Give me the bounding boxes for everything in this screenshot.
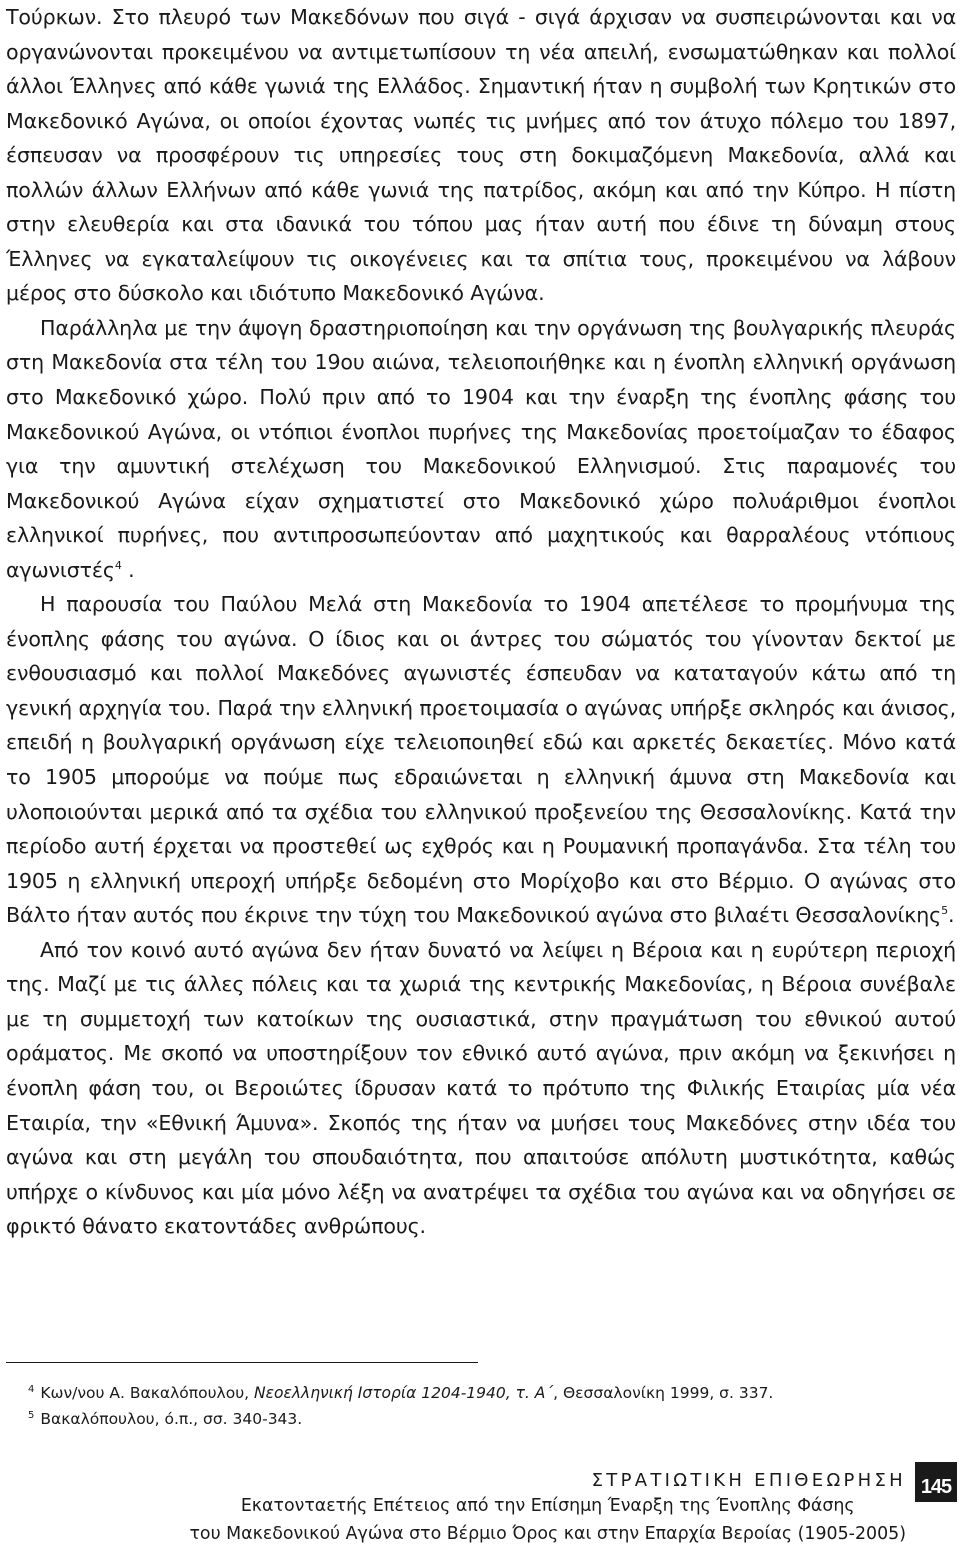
footnote-ref-5[interactable]: 5 bbox=[941, 904, 948, 918]
paragraph-3 bbox=[6, 587, 956, 932]
footnote-number: 4 bbox=[28, 1384, 35, 1395]
page-number: 145 bbox=[915, 1462, 957, 1502]
paragraph-4-text: Από τον κοινό αυτό αγώνα δεν ήταν δυνατό να λείψει η Βέροια και η ευρύτερη περιοχή της. Μαζί με τις άλλες πόλεις και τα χωριά της κεντρικής Μακεδονίας, η Βέροια συνέβαλε με τη συμμετοχή των κατοίκων της ουσιαστικά, στην πραγμάτωση του εθνικού αυτού οράματος. Με σκοπό να υποστηρίξουν τον εθνικό αυτό αγώνα, πριν ακόμη να ξεκινήσει η ένοπλη φάση του, οι Βεροιώτες ίδρυσαν κατά το πρότυπο της Φιλικής Εταιρίας μία νέα Εταιρία, την «Εθνική Άμυνα». Σκοπός της ήταν να μυήσει τους Μακεδόνες στην ιδέα του αγώνα και στη μεγάλη του σπουδαιότητα, που απαιτούσε απόλυτη μυστικότητα, καθώς υπήρχε ο κίνδυνος και μία μόνο λέξη να ανατρέψει τα σχέδια του αγώνα και να οδηγήσει σε φρικτό θάνατο εκατοντάδες ανθρώπους. bbox=[6, 937, 956, 1239]
paragraph-1 bbox=[6, 0, 956, 311]
footnotes bbox=[28, 1380, 928, 1432]
footnote-text: Βακαλόπουλου, ό.π., σσ. 340-343. bbox=[40, 1410, 303, 1428]
footnote-text-end: , Θεσσαλονίκη 1999, σ. 337. bbox=[553, 1384, 774, 1402]
paragraph-2-end: . bbox=[121, 557, 135, 582]
footnote-number: 5 bbox=[28, 1410, 35, 1421]
footnote-divider bbox=[6, 1362, 478, 1363]
footnote-5 bbox=[28, 1406, 928, 1432]
footnote-ref-4[interactable]: 4 bbox=[114, 558, 122, 572]
paragraph-1-text: Τούρκων. Στο πλευρό των Μακεδόνων που σιγά - σιγά άρχισαν να συσπειρώνονται και να οργανώνονται προκειμένου να αντιμετωπίσουν τη νέα απειλή, ενσωματώθηκαν και πολλοί άλλοι Έλληνες από κάθε γωνιά της Ελλάδος. Σημαντική ήταν η συμβολή των Κρητικών στο Μακεδονικό Αγώνα, οι οποίοι έχοντας νωπές τις μνήμες από τον άτυχο πόλεμο του 1897, έσπευσαν να προσφέρουν τις υπηρεσίες τους στη δοκιμαζόμενη Μακεδονία, αλλά και πολλών άλλων Ελλήνων από κάθε γωνιά της πατρίδος, ακόμη και από την Κύπρο. Η πίστη στην ελευθερία και στα ιδανικά του τόπου μας ήταν αυτή που έδινε τη δύναμη στους Έλληνες να εγκαταλείψουν τις οικογένειες και τα σπίτια τους, προκειμένου να λάβουν μέρος στο δύσκολο και ιδιότυπο Μακεδονικό Αγώνα. bbox=[6, 5, 956, 306]
paragraph-2 bbox=[6, 311, 956, 587]
footer-line-2: του Μακεδονικού Αγώνα στο Βέρμιο Όρος και στην Επαρχία Βεροίας (1905-2005) bbox=[189, 1524, 906, 1544]
article-body bbox=[6, 0, 956, 1244]
journal-title: ΣΤΡΑΤΙΩΤΙΚΗ ΕΠΙΘΕΩΡΗΣΗ bbox=[591, 1470, 906, 1491]
paragraph-3-end: . bbox=[947, 903, 955, 928]
footnote-text: Κων/νου Α. Βακαλόπουλου, bbox=[40, 1384, 255, 1402]
footnote-book-title: Νεοελληνική Ιστορία 1204-1940, τ. Α΄ bbox=[254, 1384, 554, 1402]
paragraph-2-text: Παράλληλα με την άψογη δραστηριοποίηση και την οργάνωση της βουλγαρικής πλευράς στη Μακεδονία στα τέλη του 19ου αιώνα, τελειοποιήθηκε και η ένοπλη ελληνική οργάνωση στο Μακεδονικό χώρο. Πολύ πριν από το 1904 και την έναρξη της ένοπλης φάσης του Μακεδονικού Αγώνα, οι ντόπιοι ένοπλοι πυρήνες της Μακεδονίας προετοίμαζαν το έδαφος για την αμυντική στελέχωση του Μακεδονικού Ελληνισμού. Στις παραμονές του Μακεδονικού Αγώνα είχαν σχηματιστεί στο Μακεδονικό χώρο πολυάριθμοι ένοπλοι ελληνικοί πυρήνες, που αντιπροσωπεύονταν από μαχητικούς και θαρραλέους ντόπιους αγωνιστές bbox=[6, 315, 956, 582]
footnote-4 bbox=[28, 1380, 928, 1406]
footer-line-1: Εκατονταετής Επέτειος από την Επίσημη Έναρξη της Ένοπλης Φάσης bbox=[240, 1496, 855, 1516]
paragraph-3-text: Η παρουσία του Παύλου Μελά στη Μακεδονία το 1904 απετέλεσε το προμήνυμα της ένοπλης φάσης του αγώνα. Ο ίδιος και οι άντρες του σώματός του γίνονταν δεκτοί με ενθουσιασμό και πολλοί Μακεδόνες αγωνιστές έσπευδαν να καταταγούν κάτω από τη γενική αρχηγία του. Παρά την ελληνική προετοιμασία ο αγώνας υπήρξε σκληρός και άνισος, επειδή η βουλγαρική οργάνωση είχε τελειοποιηθεί εδώ και αρκετές δεκαετίες. Μόνο κατά το 1905 μπορούμε να πούμε πως εδραιώνεται η ελληνική άμυνα στη Μακεδονία και υλοποιούνται μερικά από τα σχέδια του ελληνικού προξενείου της Θεσσαλονίκης. Κατά την περίοδο αυτή έρχεται να προστεθεί ως εχθρός και η Ρουμανική προπαγάνδα. Στα τέλη του 1905 η ελληνική υπεροχή υπήρξε δεδομένη στο Μορίχοβο και στο Βέρμιο. Ο αγώνας στο Βάλτο ήταν αυτός που έκρινε την τύχη του Μακεδονικού αγώνα στο βιλαέτι Θεσσαλονίκης bbox=[6, 592, 956, 928]
footer-banner bbox=[189, 1492, 906, 1548]
paragraph-4 bbox=[6, 933, 956, 1244]
